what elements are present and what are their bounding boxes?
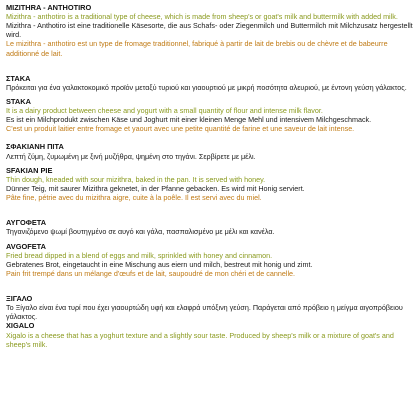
description-fr: Pain frit trempé dans un mélange d'œufs et de lait, saupoudré de mon chéri et de cannelle. — [6, 268, 296, 278]
item-title-en: MIZITHRA - ANTHOTIRO — [6, 3, 92, 12]
description-de: Dünner Teig, mit saurer Mizithra geknetet, in der Pfanne gebacken. Es wird mit Honig serviert. — [6, 184, 305, 194]
item-title-el: ΣΤΑΚΑ — [6, 73, 31, 83]
description-de: Es ist ein Milchprodukt zwischen Käse und Joghurt mit einer kleinen Menge Mehl und intensivem Milchgeschmack. — [6, 115, 372, 125]
description-fr: Le mizithra - anthotiro est un type de fromage traditionnel, fabriqué à partir de lait de brebis ou de chèvre et de babeurre additionné de lait. — [6, 39, 388, 58]
description-de: Gebratenes Brot, eingetaucht in eine Mischung aus eiern und milch, bestreut mit honig und zimt. — [6, 259, 313, 269]
description-en: Mizithra - anthotiro is a traditional type of cheese, which is made from sheep's or goat's milk and buttermilk with added milk. — [6, 12, 398, 22]
menu-entry-avgofeta — [6, 218, 414, 278]
description-fr: C'est un produit laitier entre fromage et yaourt avec une petite quantité de farine et une saveur de lait intense. — [6, 124, 355, 134]
menu-entry-mizithra — [6, 3, 414, 58]
description-en: It is a dairy product between cheese and yogurt with a small quantity of flour and intense milk flavor. — [6, 106, 323, 116]
description-fr: Pâte fine, pétrie avec du mizithra aigre, cuite à la poêle. Il est servi avec du miel. — [6, 193, 262, 203]
description-el: Το Ξίγαλο είναι ένα τυρί που έχει γιαουρτώδη υφή και ελαφρά υπόξινη γεύση. Παράγεται από πρόβειο η μείγμα αιγοπρόβειου γάλακτος. — [6, 303, 403, 322]
item-title-en: AVGOFETA — [6, 241, 46, 251]
menu-entry-xigalo — [6, 294, 414, 349]
description-el: Πρόκειται για ένα γαλακτοκομικό προϊόν μεταξύ τυριού και γιαουρτιού με μικρή ποσότητα αλευριού, με έντονη γεύση γάλακτος. — [6, 82, 407, 92]
description-el: Λεπτή ζύμη, ζυμωμένη με ξινή μυζήθρα, ψημένη στο τηγάνι. Σερβίρετε με μέλι. — [6, 151, 256, 161]
description-en: Thin dough, kneaded with sour mizithra, baked in the pan. It is served with honey. — [6, 174, 266, 184]
description-en: Fried bread dipped in a blend of eggs and milk, sprinkled with honey and cinnamon. — [6, 250, 273, 260]
item-title-el: ΞΙΓΑΛΟ — [6, 294, 33, 304]
menu-entry-staka — [6, 74, 414, 134]
item-title-en: STAKA — [6, 96, 31, 106]
description-en: Xigalo is a cheese that has a yoghurt texture and a slightly sour taste. Produced by sheep's milk or a mixture of goat's and sheep's milk. — [6, 330, 394, 349]
item-title-el: ΣΦΑΚΙΑΝΗ ΠΙΤΑ — [6, 142, 64, 152]
item-title-el: ΑΥΓΟΦΕΤΑ — [6, 218, 47, 228]
item-title-en: XIGALO — [6, 321, 35, 331]
item-title-en: SFAKIAN PIE — [6, 165, 53, 175]
description-de: Mizithra - Anthotiro ist eine traditionelle Käsesorte, die aus Schafs- oder Ziegenmilch und Buttermilch mit Milchzusatz hergestellt wird. — [6, 21, 413, 40]
menu-entry-sfakian-pie — [6, 142, 414, 202]
description-el: Τηγανιζόμενο ψωμί βουτηγμένο σε αυγό και γάλα, πασπαλισμένο με μέλι και κανέλα. — [6, 227, 275, 237]
